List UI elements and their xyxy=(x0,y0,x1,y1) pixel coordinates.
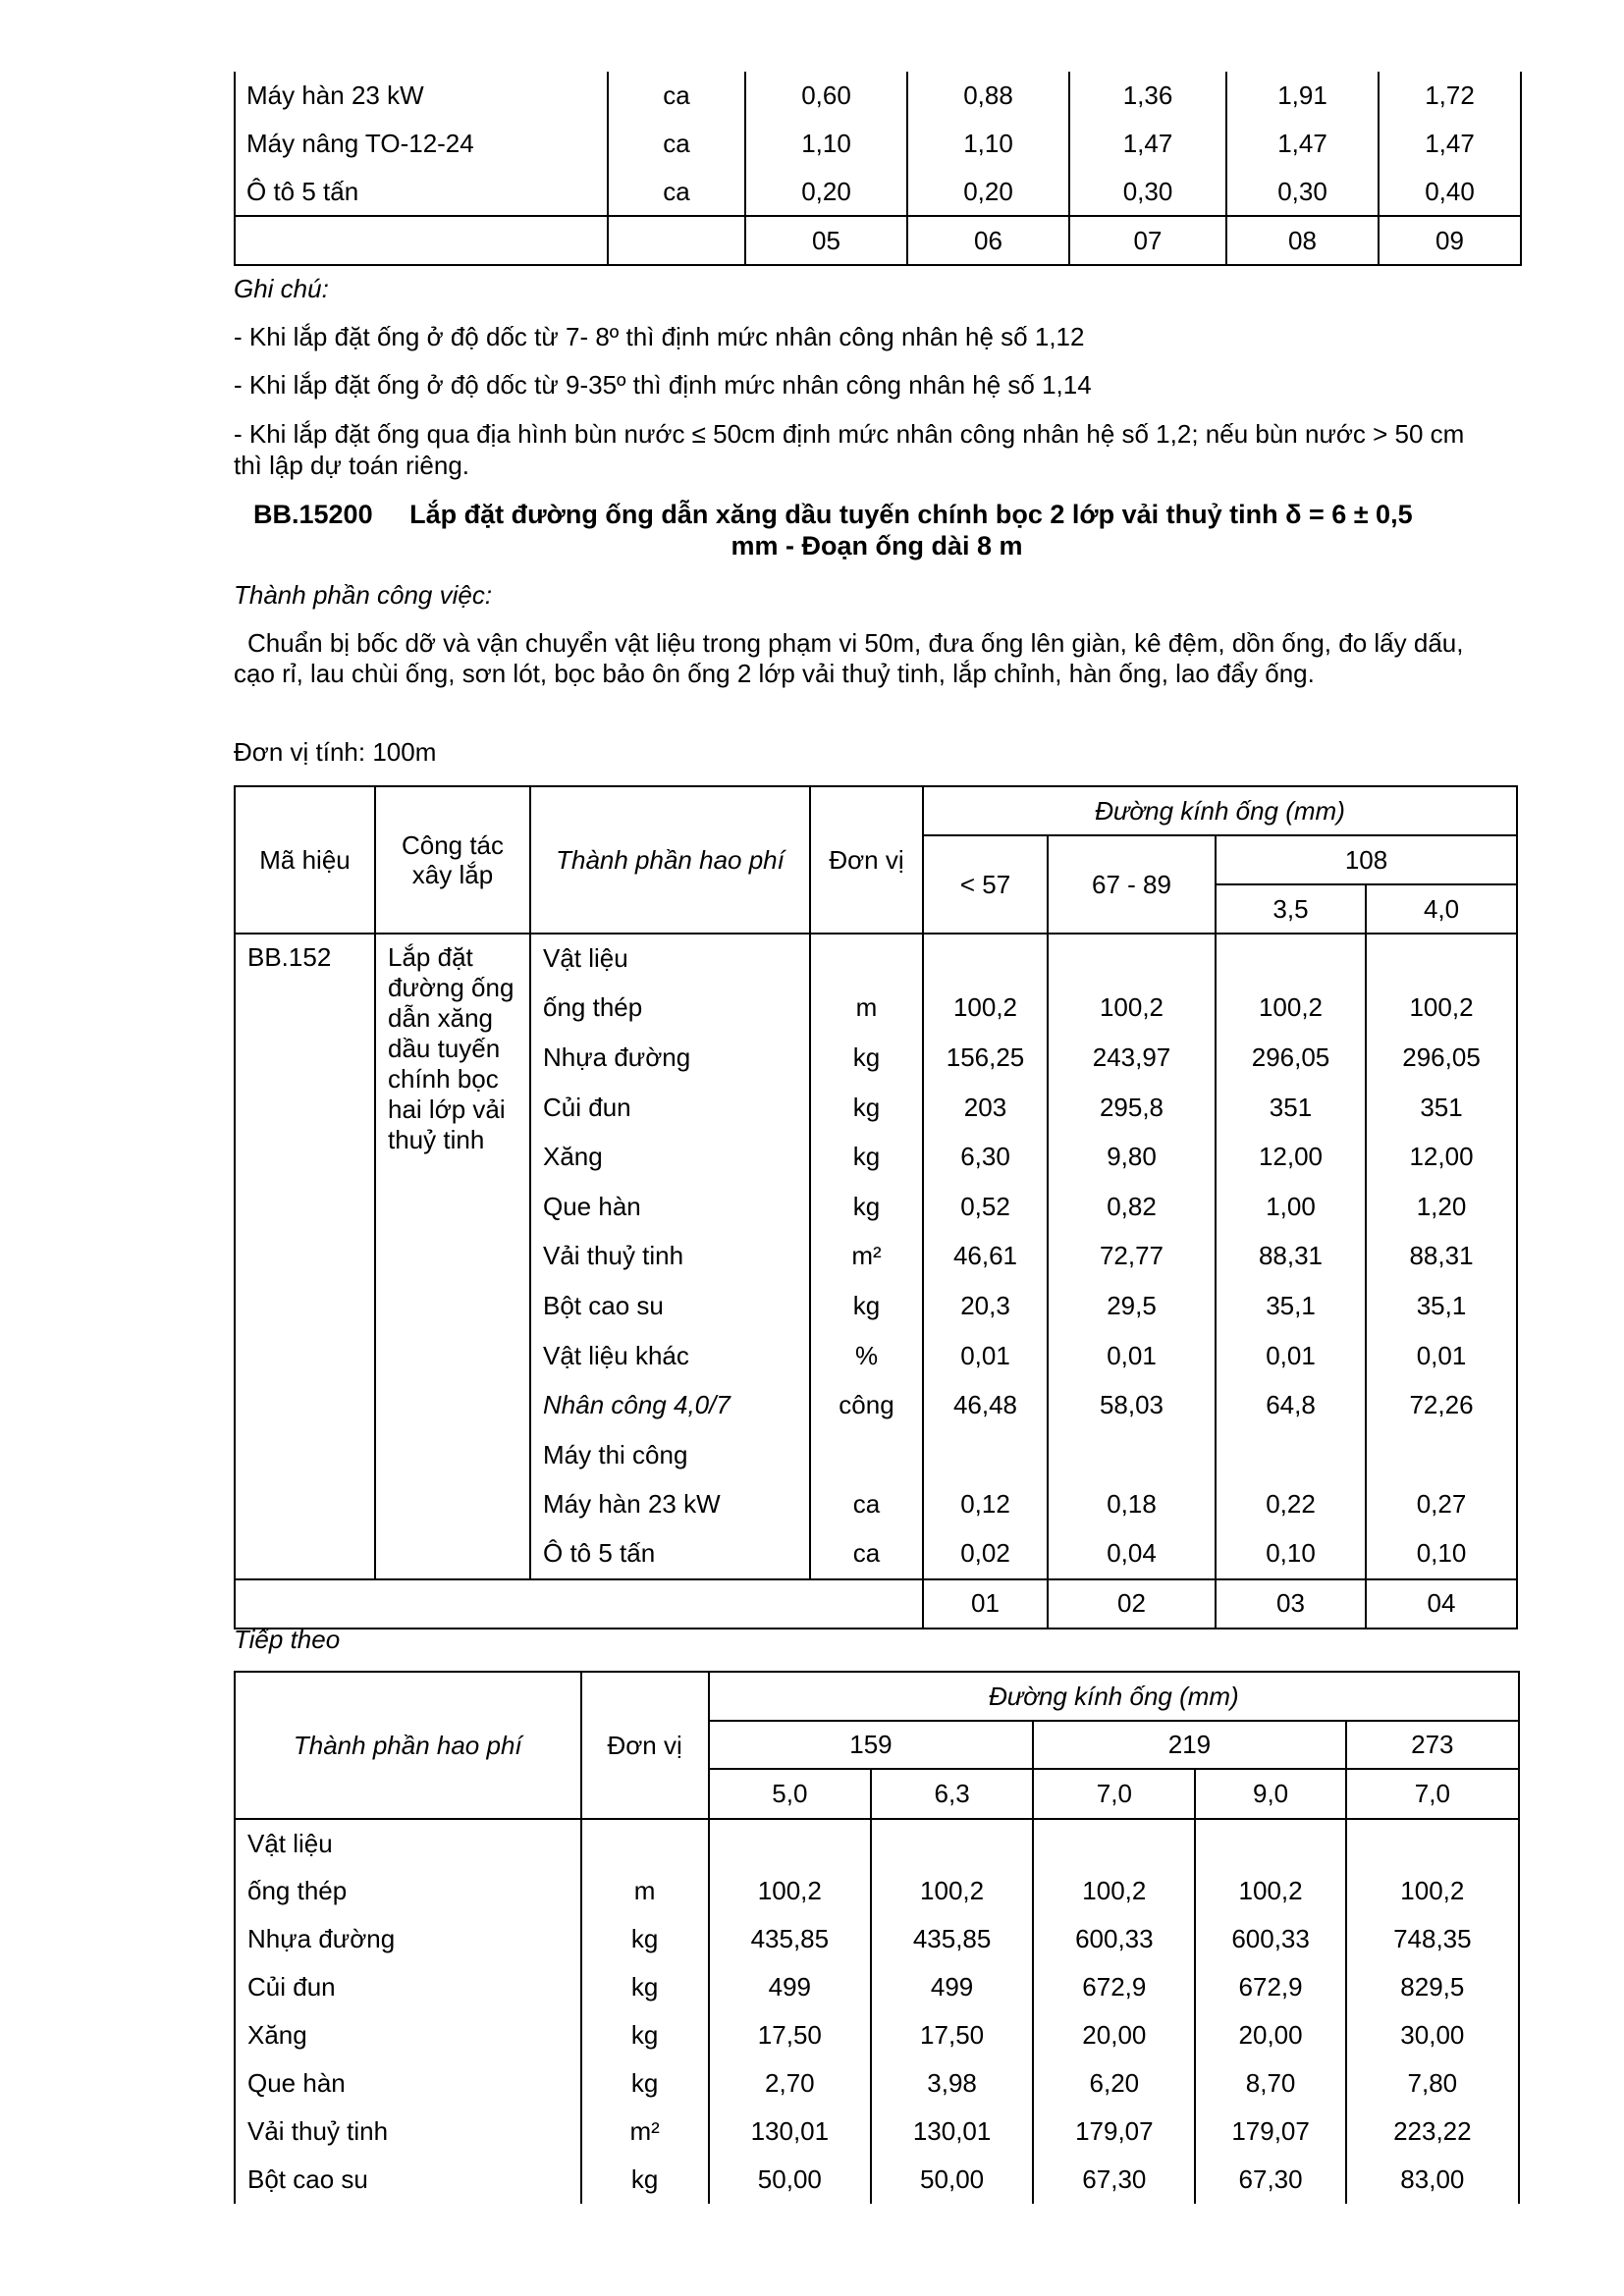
code-cell: 05 xyxy=(745,216,907,265)
row-name: Que hàn xyxy=(247,2068,346,2098)
cell-value: 2,70 xyxy=(709,2059,871,2108)
section-title: Lắp đặt đường ống dẫn xăng dầu tuyến chính bọc 2 lớp vải thuỷ tinh δ = 6 ± 0,5 xyxy=(409,500,1413,529)
row-name: Củi đun xyxy=(530,1083,810,1133)
cell-value: 203 xyxy=(923,1083,1048,1133)
cell-value: 0,52 xyxy=(923,1182,1048,1232)
cell-value: 296,05 xyxy=(1366,1033,1517,1083)
cell-value: 179,07 xyxy=(1033,2108,1195,2156)
cell-value: 30,00 xyxy=(1346,2011,1519,2059)
cell-value: 1,10 xyxy=(907,120,1069,168)
row-name: Vải thuỷ tinh xyxy=(530,1232,810,1282)
table-row xyxy=(235,1867,1519,1915)
table-row xyxy=(235,2108,1519,2156)
cell-value: 243,97 xyxy=(1048,1033,1216,1083)
cell-value: 0,27 xyxy=(1366,1480,1517,1530)
cell-value: 12,00 xyxy=(1366,1132,1517,1182)
cell-value: 1,20 xyxy=(1366,1182,1517,1232)
row-name: Bột cao su xyxy=(247,2164,368,2194)
cell-value: 88,31 xyxy=(1366,1232,1517,1282)
header-work: Công tác xây lắp xyxy=(375,786,530,934)
row-unit: kg xyxy=(810,1182,923,1232)
cell-value: 72,26 xyxy=(1366,1380,1517,1430)
cell-value xyxy=(1346,1819,1519,1867)
cell-value xyxy=(1366,934,1517,984)
cell-value: 0,01 xyxy=(1216,1331,1366,1381)
cell-value: 1,00 xyxy=(1216,1182,1366,1232)
table-row xyxy=(235,2156,1519,2204)
row-name: Máy nâng TO-12-24 xyxy=(246,129,474,158)
cell-value: 29,5 xyxy=(1048,1281,1216,1331)
cell-value: 1,47 xyxy=(1069,120,1226,168)
header-code: Mã hiệu xyxy=(235,786,375,934)
cell-value: 0,20 xyxy=(907,168,1069,216)
code-cell: 02 xyxy=(1048,1579,1216,1629)
cell-value: 156,25 xyxy=(923,1033,1048,1083)
header-d1: < 57 xyxy=(923,835,1048,934)
cell-value: 9,80 xyxy=(1048,1132,1216,1182)
row-name: Vật liệu xyxy=(530,934,810,984)
row-unit: m xyxy=(581,1867,709,1915)
header-unit: Đơn vị xyxy=(581,1672,709,1819)
cell-value xyxy=(1048,934,1216,984)
row-unit: ca xyxy=(608,168,745,216)
cell-value xyxy=(1195,1819,1345,1867)
notes-title: Ghi chú: xyxy=(234,274,329,303)
cell-value: 0,88 xyxy=(907,72,1069,120)
row-unit: ca xyxy=(608,72,745,120)
row-name: Nhựa đường xyxy=(530,1033,810,1083)
cell-value: 0,01 xyxy=(923,1331,1048,1381)
code-row xyxy=(235,216,1521,265)
cell-value: 72,77 xyxy=(1048,1232,1216,1282)
cell-value: 6,30 xyxy=(923,1132,1048,1182)
cell-value: 351 xyxy=(1216,1083,1366,1133)
header-t: 7,0 xyxy=(1346,1769,1519,1819)
row-unit: kg xyxy=(581,1915,709,1963)
cell-value xyxy=(1048,1430,1216,1480)
continued-label: Tiếp theo xyxy=(234,1625,341,1654)
main-norm-table xyxy=(234,785,1518,1629)
unit-line: Đơn vị tính: 100m xyxy=(234,737,437,767)
cell-value: 12,00 xyxy=(1216,1132,1366,1182)
row-name: Vật liệu khác xyxy=(530,1331,810,1381)
row-unit: kg xyxy=(581,1963,709,2011)
row-name: Xăng xyxy=(530,1132,810,1182)
table-row xyxy=(235,934,1517,984)
cell-value: 83,00 xyxy=(1346,2156,1519,2204)
cell-value xyxy=(923,934,1048,984)
cell-value: 100,2 xyxy=(709,1867,871,1915)
row-unit: kg xyxy=(810,1033,923,1083)
row-unit xyxy=(810,934,923,984)
header-g3: 273 xyxy=(1346,1721,1519,1769)
cell-value: 8,70 xyxy=(1195,2059,1345,2108)
row-unit: m² xyxy=(810,1232,923,1282)
cell-value: 58,03 xyxy=(1048,1380,1216,1430)
cell-value xyxy=(1216,1430,1366,1480)
row-unit: % xyxy=(810,1331,923,1381)
work-text: Chuẩn bị bốc dỡ và vận chuyển vật liệu trong phạm vi 50m, đưa ống lên giàn, kê đệm, dồn ống, đo lấy dấu, cạo rỉ, lau chùi ống, sơn lót, bọc bảo ôn ống 2 lớp vải thuỷ tinh, lắp chỉnh, hàn ống, lao đẩy ống. xyxy=(234,628,1464,688)
row-unit: kg xyxy=(581,2156,709,2204)
cell-value: 0,30 xyxy=(1226,168,1379,216)
row-unit: ca xyxy=(810,1529,923,1579)
section-code: BB.15200 xyxy=(253,500,373,529)
cell-value: 20,3 xyxy=(923,1281,1048,1331)
header-t1: 3,5 xyxy=(1216,884,1366,934)
row-unit: ca xyxy=(810,1480,923,1530)
cell-value: 0,18 xyxy=(1048,1480,1216,1530)
table-row xyxy=(235,1819,1519,1867)
cell-value: 67,30 xyxy=(1033,2156,1195,2204)
cell-value: 100,2 xyxy=(1195,1867,1345,1915)
cell-value: 46,61 xyxy=(923,1232,1048,1282)
header-component: Thành phần hao phí xyxy=(235,1672,581,1819)
cell-value: 100,2 xyxy=(1048,984,1216,1034)
row-name: ống thép xyxy=(247,1876,348,1905)
cell-value: 0,60 xyxy=(745,72,907,120)
cell-value: 600,33 xyxy=(1195,1915,1345,1963)
note-item: - Khi lắp đặt ống ở độ dốc từ 7- 8º thì định mức nhân công nhân hệ số 1,12 xyxy=(234,322,1085,351)
cell-value: 0,22 xyxy=(1216,1480,1366,1530)
row-unit: kg xyxy=(581,2059,709,2108)
cell-value: 130,01 xyxy=(871,2108,1033,2156)
table-row xyxy=(235,2059,1519,2108)
cell-value: 3,98 xyxy=(871,2059,1033,2108)
cell-value: 672,9 xyxy=(1195,1963,1345,2011)
header-diameter: Đường kính ống (mm) xyxy=(923,786,1517,835)
cell-value: 499 xyxy=(871,1963,1033,2011)
header-diameter: Đường kính ống (mm) xyxy=(709,1672,1519,1721)
cell-value xyxy=(1216,934,1366,984)
cell-value: 748,35 xyxy=(1346,1915,1519,1963)
header-g1: 159 xyxy=(709,1721,1034,1769)
table-row xyxy=(235,2011,1519,2059)
cell-value xyxy=(923,1430,1048,1480)
row-name: Vải thuỷ tinh xyxy=(247,2116,389,2146)
cell-value: 6,20 xyxy=(1033,2059,1195,2108)
cell-value: 0,40 xyxy=(1379,168,1521,216)
cell-value: 600,33 xyxy=(1033,1915,1195,1963)
row-name: ống thép xyxy=(530,984,810,1034)
header-t: 7,0 xyxy=(1033,1769,1195,1819)
note-item: - Khi lắp đặt ống qua địa hình bùn nước ≤ 50cm định mức nhân công nhân hệ số 1,2; nếu bùn nước > 50 cm thì lập dự toán riêng. xyxy=(234,419,1465,480)
cell-value: 435,85 xyxy=(709,1915,871,1963)
cell-value: 100,2 xyxy=(871,1867,1033,1915)
header-t: 9,0 xyxy=(1195,1769,1345,1819)
row-unit xyxy=(810,1430,923,1480)
cell-value xyxy=(871,1819,1033,1867)
code-cell: 08 xyxy=(1226,216,1379,265)
cell-value: 20,00 xyxy=(1195,2011,1345,2059)
row-name: Que hàn xyxy=(530,1182,810,1232)
note-item: - Khi lắp đặt ống ở độ dốc từ 9-35º thì định mức nhân công nhân hệ số 1,14 xyxy=(234,370,1092,400)
header-t2: 4,0 xyxy=(1366,884,1517,934)
cell-value: 1,10 xyxy=(745,120,907,168)
header-unit: Đơn vị xyxy=(810,786,923,934)
cell-value: 499 xyxy=(709,1963,871,2011)
cell-value: 1,91 xyxy=(1226,72,1379,120)
cell-value: 100,2 xyxy=(1346,1867,1519,1915)
table-row xyxy=(235,1963,1519,2011)
cell-value: 296,05 xyxy=(1216,1033,1366,1083)
cell-value: 46,48 xyxy=(923,1380,1048,1430)
work-description: Lắp đặt đường ống dẫn xăng dầu tuyến chính bọc hai lớp vải thuỷ tinh xyxy=(375,934,530,1579)
code-cell: 09 xyxy=(1379,216,1521,265)
cell-value: 0,30 xyxy=(1069,168,1226,216)
row-name: Máy thi công xyxy=(530,1430,810,1480)
cell-value: 50,00 xyxy=(709,2156,871,2204)
table-row xyxy=(235,168,1521,216)
row-name: Ô tô 5 tấn xyxy=(530,1529,810,1579)
header-d2: 67 - 89 xyxy=(1048,835,1216,934)
cell-value: 223,22 xyxy=(1346,2108,1519,2156)
row-unit: m² xyxy=(581,2108,709,2156)
cell-value: 0,12 xyxy=(923,1480,1048,1530)
row-name: Nhựa đường xyxy=(247,1924,396,1953)
cell-value: 20,00 xyxy=(1033,2011,1195,2059)
cell-value: 1,72 xyxy=(1379,72,1521,120)
cell-value: 17,50 xyxy=(709,2011,871,2059)
top-norm-table xyxy=(234,72,1522,266)
cell-value: 7,80 xyxy=(1346,2059,1519,2108)
row-unit: m xyxy=(810,984,923,1034)
code-cell: 04 xyxy=(1366,1579,1517,1629)
cell-value: 0,01 xyxy=(1048,1331,1216,1381)
row-unit: kg xyxy=(581,2011,709,2059)
code-cell: 03 xyxy=(1216,1579,1366,1629)
cell-value: 100,2 xyxy=(1366,984,1517,1034)
cell-value: 435,85 xyxy=(871,1915,1033,1963)
section-heading xyxy=(253,499,1530,530)
continuation-norm-table xyxy=(234,1671,1520,2204)
row-name: Ô tô 5 tấn xyxy=(246,176,359,206)
cell-value xyxy=(709,1819,871,1867)
row-name: Máy hàn 23 kW xyxy=(530,1480,810,1530)
row-unit: công xyxy=(810,1380,923,1430)
table-row xyxy=(235,72,1521,120)
cell-value: 35,1 xyxy=(1366,1281,1517,1331)
cell-value: 100,2 xyxy=(923,984,1048,1034)
work-title: Thành phần công việc: xyxy=(234,580,493,610)
row-name: Củi đun xyxy=(247,1972,336,2002)
header-t: 5,0 xyxy=(709,1769,871,1819)
cell-value: 50,00 xyxy=(871,2156,1033,2204)
cell-value: 17,50 xyxy=(871,2011,1033,2059)
cell-value: 67,30 xyxy=(1195,2156,1345,2204)
table-row xyxy=(235,1915,1519,1963)
row-unit: kg xyxy=(810,1281,923,1331)
row-name: Máy hàn 23 kW xyxy=(246,80,424,110)
header-g2: 219 xyxy=(1033,1721,1345,1769)
row-name: Nhân công 4,0/7 xyxy=(530,1380,810,1430)
code-cell: 07 xyxy=(1069,216,1226,265)
section-title-line2: mm - Đoạn ống dài 8 m xyxy=(731,531,1023,561)
cell-value: 0,82 xyxy=(1048,1182,1216,1232)
cell-value xyxy=(1366,1430,1517,1480)
cell-value: 0,10 xyxy=(1366,1529,1517,1579)
header-d3: 108 xyxy=(1216,835,1517,884)
cell-value: 0,02 xyxy=(923,1529,1048,1579)
cell-value: 672,9 xyxy=(1033,1963,1195,2011)
cell-value: 100,2 xyxy=(1033,1867,1195,1915)
cell-value: 0,20 xyxy=(745,168,907,216)
row-unit: kg xyxy=(810,1132,923,1182)
work-code: BB.152 xyxy=(247,942,332,972)
cell-value: 1,47 xyxy=(1226,120,1379,168)
cell-value: 100,2 xyxy=(1216,984,1366,1034)
row-unit: ca xyxy=(608,120,745,168)
code-cell: 01 xyxy=(923,1579,1048,1629)
code-cell: 06 xyxy=(907,216,1069,265)
table-row xyxy=(235,120,1521,168)
row-unit xyxy=(581,1819,709,1867)
cell-value: 0,04 xyxy=(1048,1529,1216,1579)
cell-value: 179,07 xyxy=(1195,2108,1345,2156)
cell-value: 35,1 xyxy=(1216,1281,1366,1331)
cell-value: 88,31 xyxy=(1216,1232,1366,1282)
row-name: Bột cao su xyxy=(530,1281,810,1331)
cell-value: 829,5 xyxy=(1346,1963,1519,2011)
cell-value: 295,8 xyxy=(1048,1083,1216,1133)
cell-value: 0,10 xyxy=(1216,1529,1366,1579)
cell-value: 0,01 xyxy=(1366,1331,1517,1381)
cell-value: 64,8 xyxy=(1216,1380,1366,1430)
cell-value: 1,36 xyxy=(1069,72,1226,120)
header-component: Thành phần hao phí xyxy=(530,786,810,934)
header-t: 6,3 xyxy=(871,1769,1033,1819)
cell-value: 130,01 xyxy=(709,2108,871,2156)
table-left-border xyxy=(234,72,236,265)
row-name: Vật liệu xyxy=(247,1828,333,1858)
cell-value: 351 xyxy=(1366,1083,1517,1133)
cell-value xyxy=(1033,1819,1195,1867)
row-unit: kg xyxy=(810,1083,923,1133)
cell-value: 1,47 xyxy=(1379,120,1521,168)
row-name: Xăng xyxy=(247,2020,307,2050)
